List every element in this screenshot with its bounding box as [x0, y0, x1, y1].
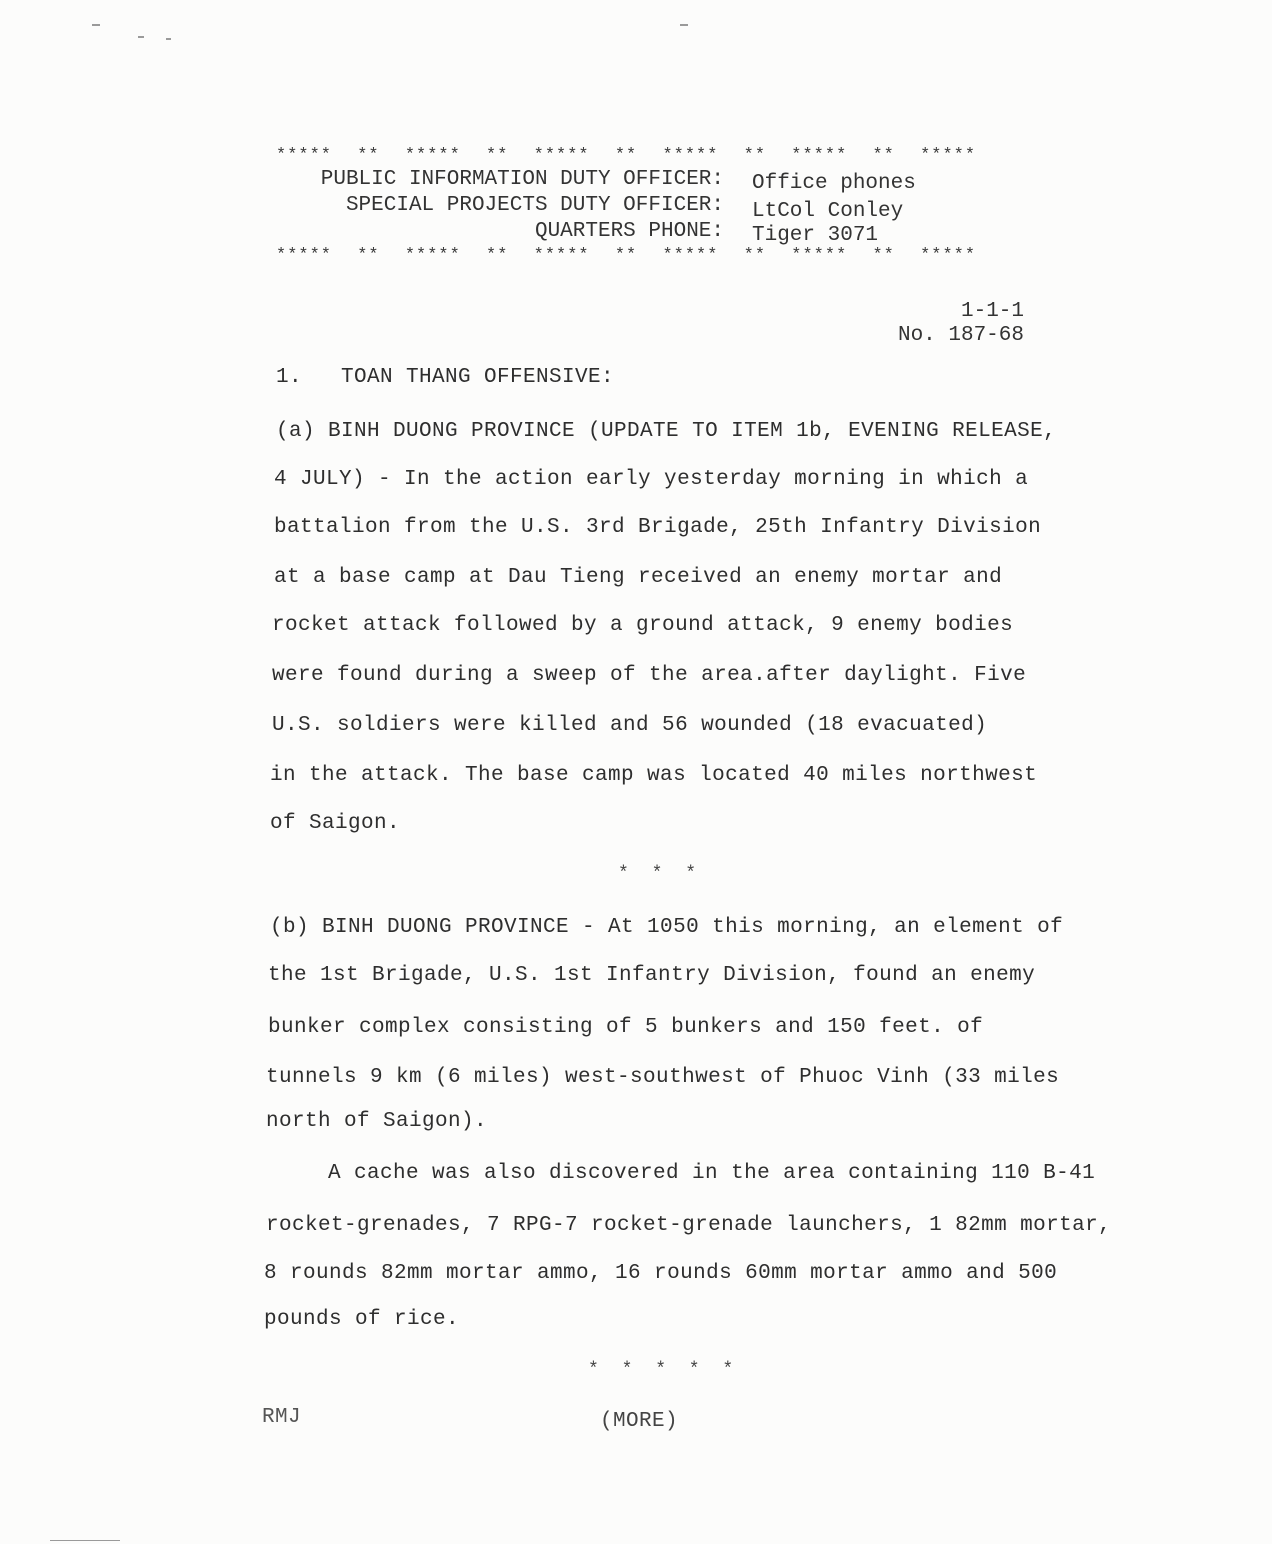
item-a-line: rocket attack followed by a ground attack, 9 enemy bodies — [272, 614, 1014, 637]
header-value-special-projects: LtCol Conley — [752, 200, 904, 223]
section-divider-2: * * * * * — [588, 1360, 740, 1380]
item-b-line: bunker complex consisting of 5 bunkers and 150 feet. of — [268, 1016, 984, 1039]
release-code: 1-1-1 — [960, 300, 1024, 323]
scan-speck — [166, 38, 171, 40]
header-label-special-projects: SPECIAL PROJECTS DUTY OFFICER: — [345, 194, 724, 217]
item-b2-line: pounds of rice. — [264, 1308, 460, 1331]
header-stars-bottom: ***** ** ***** ** ***** ** ***** ** ***** ** ***** — [276, 246, 977, 265]
item-a-line: U.S. soldiers were killed and 56 wounded (18 evacuated) — [272, 714, 988, 737]
header-label-quarters-phone: QUARTERS PHONE: — [534, 220, 724, 243]
item-a-line: of Saigon. — [270, 812, 401, 835]
author-initials: RMJ — [262, 1406, 302, 1429]
item-a-line: in the attack. The base camp was located 40 miles northwest — [270, 764, 1038, 787]
item-a-line: (a) BINH DUONG PROVINCE (UPDATE TO ITEM 1b, EVENING RELEASE, — [276, 420, 1057, 443]
header-label-public-info: PUBLIC INFORMATION DUTY OFFICER: — [320, 168, 724, 191]
more-indicator: (MORE) — [600, 1410, 679, 1433]
section-divider-1: * * * — [618, 864, 703, 884]
scan-speck — [680, 24, 688, 26]
item-a-line: battalion from the U.S. 3rd Brigade, 25th Infantry Division — [274, 516, 1042, 539]
item-b2-line: rocket-grenades, 7 RPG-7 rocket-grenade launchers, 1 82mm mortar, — [266, 1214, 1112, 1237]
header-value-quarters-phone: Tiger 3071 — [752, 224, 879, 247]
section-heading: 1. TOAN THANG OFFENSIVE: — [276, 366, 615, 389]
header-value-public-info: Office phones — [752, 172, 916, 195]
item-b-line: tunnels 9 km (6 miles) west-southwest of Phuoc Vinh (33 miles — [266, 1066, 1060, 1089]
scan-speck — [50, 1540, 120, 1541]
item-b-line: the 1st Brigade, U.S. 1st Infantry Division, found an enemy — [268, 964, 1036, 987]
item-a-line: were found during a sweep of the area.after daylight. Five — [272, 664, 1027, 687]
header-stars-top: ***** ** ***** ** ***** ** ***** ** ***** ** ***** — [276, 146, 977, 165]
item-a-line: 4 JULY) - In the action early yesterday morning in which a — [274, 468, 1029, 491]
item-b2-line: A cache was also discovered in the area containing 110 B-41 — [328, 1162, 1096, 1185]
item-a-line: at a base camp at Dau Tieng received an enemy mortar and — [274, 566, 1003, 589]
item-b-line: north of Saigon). — [266, 1110, 488, 1133]
release-number: No. 187-68 — [897, 324, 1024, 347]
item-b2-line: 8 rounds 82mm mortar ammo, 16 rounds 60mm mortar ammo and 500 — [264, 1262, 1058, 1285]
item-b-line: (b) BINH DUONG PROVINCE - At 1050 this morning, an element of — [270, 916, 1064, 939]
scan-speck — [92, 24, 100, 26]
scan-speck — [138, 36, 144, 38]
